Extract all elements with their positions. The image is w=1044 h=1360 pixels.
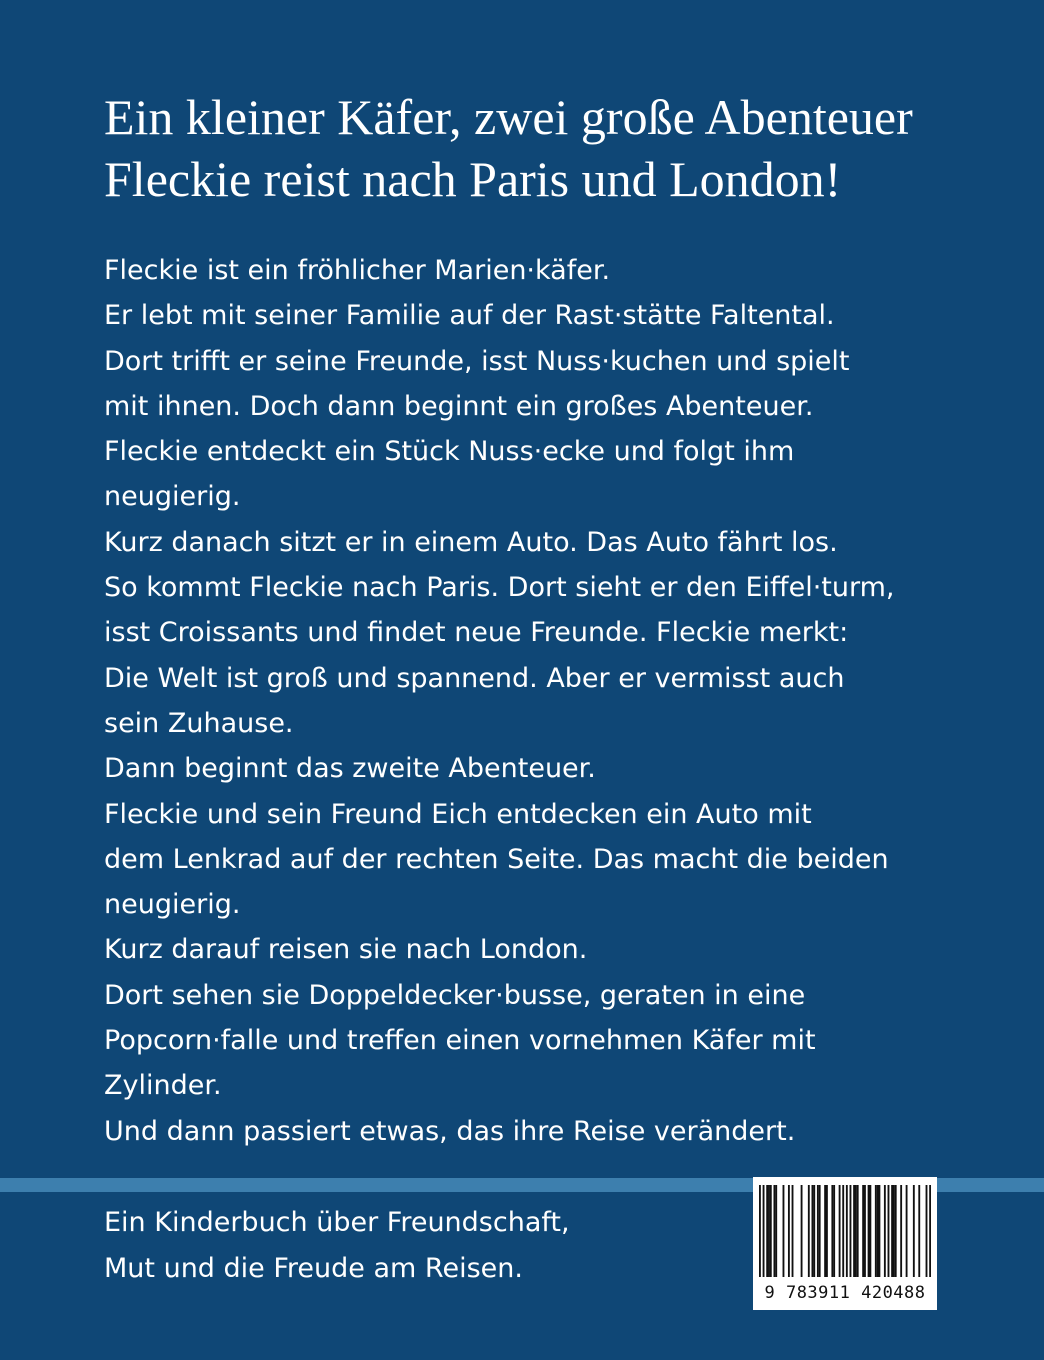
- blurb-line: isst Croissants und findet neue Freunde. Fleckie merkt:: [104, 617, 849, 649]
- barcode-bar: [792, 1185, 794, 1277]
- barcode-bar: [895, 1185, 897, 1277]
- barcode-bar: [875, 1185, 877, 1277]
- barcode-bar: [831, 1185, 833, 1277]
- heading-line-1: Ein kleiner Käfer, zwei große Abenteuer: [104, 89, 913, 145]
- blurb-line: Fleckie entdeckt ein Stück Nuss·ecke und folgt ihm: [104, 436, 795, 468]
- barcode-bar: [759, 1185, 761, 1277]
- barcode-bar: [926, 1185, 928, 1277]
- barcode-bar: [869, 1185, 871, 1277]
- barcode-bar: [862, 1185, 864, 1277]
- blurb-line: Fleckie und sein Freund Eich entdecken ein Auto mit: [104, 798, 812, 830]
- blurb-line: Fleckie ist ein fröhlicher Marien·käfer.: [104, 255, 611, 286]
- barcode-bar: [819, 1185, 821, 1277]
- barcode-bar: [900, 1185, 902, 1277]
- barcode-bar: [773, 1185, 775, 1277]
- barcode-bar: [783, 1185, 785, 1277]
- heading-line-2: Fleckie reist nach Paris und London!: [104, 151, 842, 207]
- blurb-line: Dann beginnt das zweite Abenteuer.: [104, 753, 596, 785]
- barcode-bar: [888, 1185, 890, 1277]
- barcode-bar: [906, 1185, 908, 1277]
- barcode-bar: [868, 1185, 870, 1277]
- blurb-line: sein Zuhause.: [104, 707, 294, 739]
- barcode-bar: [864, 1185, 866, 1277]
- barcode-bar: [826, 1185, 828, 1277]
- barcode-bar: [813, 1185, 815, 1277]
- tagline-line-1: Ein Kinderbuch über Freundschaft,: [104, 1207, 570, 1238]
- cover-heading: [104, 86, 1004, 210]
- barcode-bar: [855, 1185, 857, 1277]
- blurb-line: neugierig.: [104, 889, 241, 921]
- isbn-number: 9 783911 420488: [764, 1283, 926, 1303]
- barcode-bar: [929, 1185, 931, 1277]
- blurb-line: Und dann passiert etwas, das ihre Reise verändert.: [104, 1115, 796, 1147]
- barcode-bar: [842, 1185, 844, 1277]
- barcode-bar: [833, 1185, 835, 1277]
- blurb-text: [104, 248, 984, 1154]
- barcode-bar: [801, 1185, 803, 1277]
- barcode-bar: [768, 1185, 770, 1277]
- blurb-line: Er lebt mit seiner Familie auf der Rast·stätte Faltental.: [104, 300, 835, 332]
- blurb-line: Zylinder.: [104, 1070, 222, 1102]
- blurb-line: dem Lenkrad auf der rechten Seite. Das macht die beiden: [104, 843, 889, 875]
- blurb-line: Die Welt ist groß und spannend. Aber er vermisst auch: [104, 662, 845, 694]
- blurb-line: Dort sehen sie Doppeldecker·busse, geraten in eine: [104, 979, 806, 1011]
- blurb-line: mit ihnen. Doch dann beginnt ein großes Abenteuer.: [104, 390, 814, 422]
- tagline-line-2: Mut und die Freude am Reisen.: [104, 1253, 523, 1284]
- barcode-bar: [788, 1185, 790, 1277]
- barcode-bar: [808, 1185, 810, 1277]
- barcode-bar: [812, 1185, 814, 1277]
- tagline: [104, 1200, 724, 1292]
- barcode-bar: [766, 1185, 768, 1277]
- blurb-line: So kommt Fleckie nach Paris. Dort sieht er den Eiffel·turm,: [104, 572, 895, 604]
- blurb-line: neugierig.: [104, 481, 241, 513]
- barcode-bar: [775, 1185, 777, 1277]
- barcode-bar: [817, 1185, 819, 1277]
- barcode-bar: [877, 1185, 879, 1277]
- blurb-line: Dort trifft er seine Freunde, isst Nuss·kuchen und spielt: [104, 345, 850, 377]
- barcode-bar: [763, 1185, 765, 1277]
- barcode-bar: [850, 1185, 852, 1277]
- barcode-bar: [853, 1185, 855, 1277]
- barcode-bars: [759, 1185, 931, 1277]
- blurb-line: Popcorn·falle und treffen einen vornehmen Käfer mit: [104, 1025, 816, 1057]
- barcode-bar: [918, 1185, 920, 1277]
- blurb-line: Kurz danach sitzt er in einem Auto. Das Auto fährt los.: [104, 526, 838, 558]
- blurb-line: Kurz darauf reisen sie nach London.: [104, 934, 588, 966]
- barcode-bar: [893, 1185, 895, 1277]
- barcode-bar: [891, 1185, 893, 1277]
- barcode-bar: [839, 1185, 841, 1277]
- barcode-bar: [878, 1185, 880, 1277]
- barcode-bar: [824, 1185, 826, 1277]
- barcode-bar: [884, 1185, 886, 1277]
- isbn-barcode: [753, 1177, 937, 1310]
- barcode-bar: [913, 1185, 915, 1277]
- barcode-bar: [857, 1185, 859, 1277]
- barcode-bar: [770, 1185, 772, 1277]
- barcode-bar: [846, 1185, 848, 1277]
